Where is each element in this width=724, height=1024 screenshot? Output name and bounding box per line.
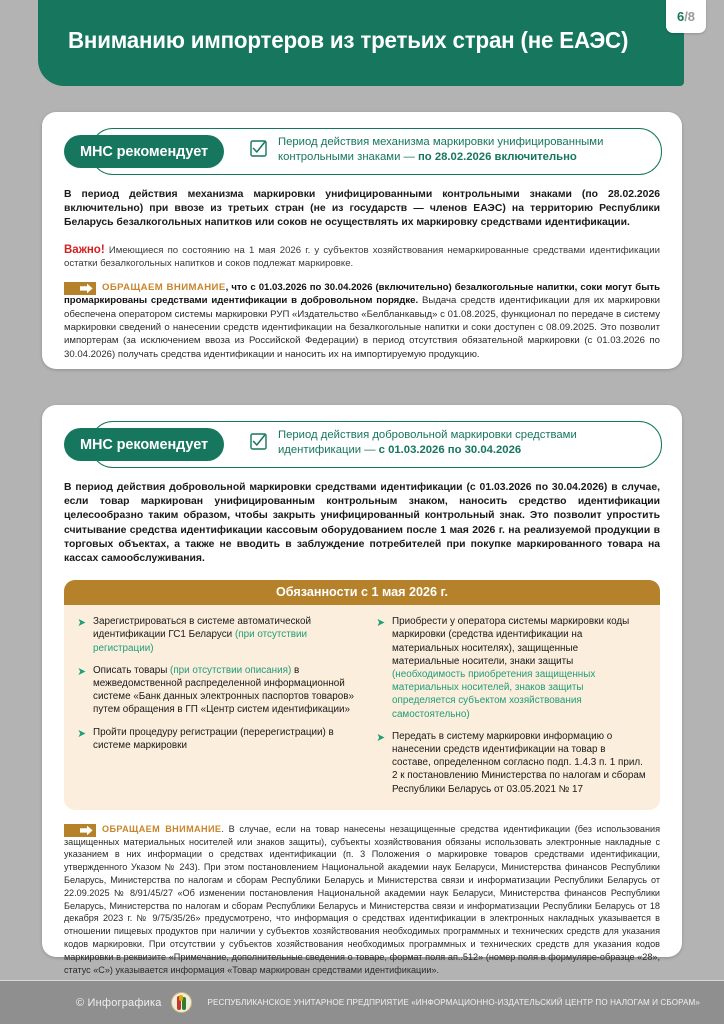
attention-label: ОБРАЩАЕМ ВНИМАНИЕ	[102, 282, 226, 294]
page-footer	[0, 980, 724, 1024]
checkbox-check-icon	[250, 433, 267, 450]
recommendation-header	[64, 128, 662, 175]
coat-of-arms-icon	[171, 992, 192, 1013]
attention-bold-text: , что с 01.03.2026 по 30.04.2026 (включительно) безалкогольные напитки, соки могут быть промаркированы средствами идентификации в добровольном порядке.	[64, 282, 660, 307]
mns-recommends-badge: МНС рекомендует	[64, 135, 224, 168]
recommendation-text-2	[278, 428, 648, 457]
footer-content	[76, 981, 700, 1024]
list-item-accent: (при отсутствии описания)	[170, 664, 292, 676]
obligations-columns	[64, 605, 660, 810]
attention-rest-text: . В случае, если на товар нанесены незащищенные средства идентификации (без использования защищенных материальных носителей или знаков защиты), субъекты хозяйствования обязаны использовать электронные накладные с указанием в них информации о средствах идентификации (п. 3 Положения о маркировке товаров средствами идентификации, утвержденного Указом № 243). При этом постановлением Национальной академии наук Беларуси, Министерства финансов Республики Беларусь, Министерства по налогам и сборам Республики Беларусь и Министерства связи и информатизации Республики Беларусь от 22.09.2025 № 8/91/45/27 «Об изменении постановления Национальной академии наук Беларуси, Министерства финансов Республики Беларусь, Министерства по налогам и сборам Республики Беларусь и Министерства связи и информатизации Республики Беларусь от 18 декабря 2023 г. № 9/75/35/26» предусмотрено, что информация о средствах идентификации в электронных накладных указывается в отношении пищевых продуктов при наличии у субъектов хозяйствования необходимых программных и технических средств для указания кодов маркировки. При отсутствии у субъектов хозяйствования необходимых программных и технических средств для указания кодов маркировки в реквизите «Примечание, дополнительные сведения о товаре, формат поля ап..512» (номер поля в формуляре-образце «28», статус «С») указывается информация «Товар маркирован средствами идентификации».	[64, 823, 660, 975]
arrow-right-icon	[64, 824, 96, 837]
mns-recommends-badge-2: МНС рекомендует	[64, 428, 224, 461]
obligations-left-column	[78, 615, 363, 796]
list-item	[377, 730, 646, 796]
card2-main-paragraph: В период действия добровольной маркировки средствами идентификации (с 01.03.2026 по 30.04.2026) в случае, если товар маркирован унифицированным контрольным знаком, наносить средство идентификации целесообразно таким образом, чтобы закрыть унифицированный контрольный знак. Это позволит упростить считывание средства идентификации кассовым оборудованием после 1 мая 2026 г. на реализуемой продукции в торговых объектах, а также не вводить в заблуждение потребителей при покупке маркированного товара на кассах самообслуживания.	[64, 482, 660, 565]
obligations-box	[64, 580, 660, 810]
list-item-text: Приобрести у оператора системы маркировки коды маркировки (средства идентификации на материальных носителях), защищенные материальные носители, знаки защиты	[392, 616, 630, 667]
attention-rest-text: Выдача средств идентификации для их маркировки обеспечена оператором системы маркировки РУП «Издательство «Белбланкавыд» с 01.08.2025, функционал по передаче в систему маркировки сведений о нанесении средств идентификации на безалкогольные напитки и соки доступен с 08.09.2025. Это позволит импортерам (за исключением ввоза из Российской Федерации) в период отсутствия обязательной маркировки (с 01.03.2026 по 30.04.2026) получать средства идентификации и наносить их на импортируемую продукцию.	[64, 295, 661, 360]
recommendation-text-plain: Период действия механизма маркировки унифицированными контрольными знаками —	[278, 136, 604, 163]
page-number-current: 6	[676, 9, 685, 24]
list-item-accent: (необходимость приобретения защищенных материальных носителей, знаков защиты определяется субъектом хозяйствования самостоятельно)	[392, 669, 596, 720]
card-unified-marking	[42, 112, 682, 369]
list-item-accent: (при отсутствии регистрации)	[93, 629, 308, 654]
obligations-title: Обязанности с 1 мая 2026 г.	[64, 580, 660, 605]
header-banner	[38, 0, 684, 86]
recommendation-text-bold: по 28.02.2026 включительно	[417, 150, 577, 163]
recommendation-header-2	[64, 421, 662, 468]
page-number-badge	[666, 0, 706, 33]
bullet-arrow-icon	[78, 729, 87, 738]
card1-attention-text	[64, 281, 660, 361]
card2-attention-block	[64, 823, 660, 977]
important-text: Имеющиеся по состоянию на 1 мая 2026 г. у субъектов хозяйствования немаркированные средствами идентификации остатки безалкогольных напитков и соков подлежат маркировке.	[64, 244, 660, 269]
attention-label: ОБРАЩАЕМ ВНИМАНИЕ	[102, 823, 222, 834]
list-item	[78, 615, 363, 655]
list-item	[78, 664, 363, 717]
card1-important-paragraph	[64, 244, 660, 270]
list-item-text: Пройти процедуру регистрации (перерегистрации) в системе маркировки	[93, 726, 334, 751]
list-item	[78, 726, 363, 752]
card1-main-paragraph: В период действия механизма маркировки унифицированными контрольными знаками (по 28.02.2026 включительно) при ввозе из третьих стран (не из государств — членов ЕАЭС) на территорию Республики Беларусь безалкогольных напитков или соков не осуществлять их маркировку средствами идентификации.	[64, 189, 660, 229]
list-item	[377, 615, 646, 721]
recommendation-text-bold-2: с 01.03.2026 по 30.04.2026	[378, 443, 522, 456]
page-number-total: /8	[684, 9, 696, 24]
recommendation-text-plain-2: Период действия добровольной маркировки средствами идентификации —	[278, 429, 577, 456]
bullet-arrow-icon	[78, 667, 87, 676]
recommendation-text	[278, 135, 648, 164]
card1-attention-block	[64, 281, 660, 361]
important-label: Важно!	[64, 243, 105, 256]
footer-organization: РЕСПУБЛИКАНСКОЕ УНИТАРНОЕ ПРЕДПРИЯТИЕ «ИНФОРМАЦИОННО-ИЗДАТЕЛЬСКИЙ ЦЕНТР ПО НАЛОГАМ И СБОРАМ»	[207, 998, 700, 1007]
list-item-text: Передать в систему маркировки информацию о нанесении средств идентификации на товар в составе, определенном согласно подп. 1.4.3 п. 1 прил. 2 к постановлению Министерства по налогам и сборам Республики Беларусь от 03.05.2021 № 17	[392, 730, 646, 795]
list-item-text: Зарегистрироваться в системе автоматической идентификации ГС1 Беларуси	[93, 616, 311, 641]
footer-copyright: © Инфографика	[76, 996, 162, 1009]
obligations-right-column	[377, 615, 646, 796]
checkbox-check-icon	[250, 140, 267, 157]
card2-attention-text	[64, 823, 660, 977]
list-item-text: Описать товары	[93, 664, 171, 676]
bullet-arrow-icon	[377, 618, 386, 627]
arrow-right-icon	[64, 282, 96, 295]
page-title: Вниманию импортеров из третьих стран (не ЕАЭС)	[68, 27, 629, 53]
bullet-arrow-icon	[377, 733, 386, 742]
page-header	[38, 0, 724, 86]
card-voluntary-marking	[42, 405, 682, 975]
bullet-arrow-icon	[78, 618, 87, 627]
list-item-text-2: в межведомственной распределенной информационной системе «Банк данных электронных паспортов товаров» путем обращения в ГП «Центр систем идентификации»	[93, 664, 354, 716]
